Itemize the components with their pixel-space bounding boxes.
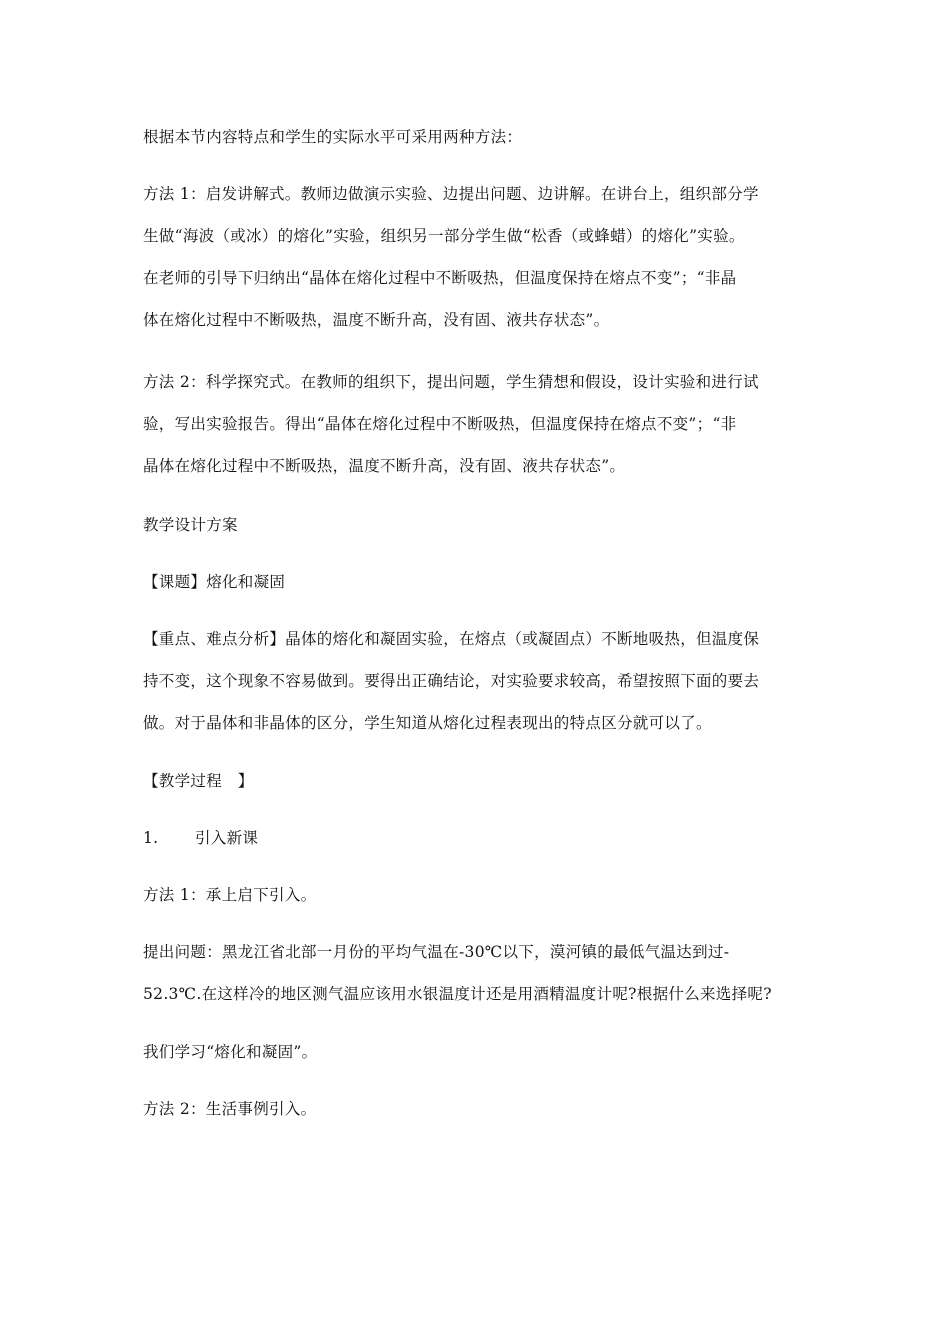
text-line: 提出问题：黑龙江省北部一月份的平均气温在-30℃以下，漠河镇的最低气温达到过- bbox=[143, 943, 730, 961]
text-line: 生做“海波（或冰）的熔化”实验，组织另一部分学生做“松香（或蜂蜡）的熔化”实验。 bbox=[143, 227, 745, 245]
text-line: 晶体在熔化过程中不断吸热，温度不断升高，没有固、液共存状态”。 bbox=[143, 457, 626, 475]
learn-paragraph bbox=[143, 1031, 813, 1073]
text-line: 验，写出实验报告。得出“晶体在熔化过程中不断吸热，但温度保持在熔点不变”；“非 bbox=[143, 415, 737, 433]
topic-heading bbox=[143, 561, 813, 603]
method2-paragraph bbox=[143, 361, 813, 487]
text-line: 教学设计方案 bbox=[143, 516, 238, 534]
step1-heading bbox=[143, 817, 813, 859]
text-line: 做。对于晶体和非晶体的区分，学生知道从熔化过程表现出的特点区分就可以了。 bbox=[143, 714, 712, 732]
design-title bbox=[143, 504, 813, 546]
step-label: 引入新课 bbox=[195, 829, 259, 847]
text-line: 我们学习“熔化和凝固”。 bbox=[143, 1043, 318, 1061]
text-line: 方法 1：启发讲解式。教师边做演示实验、边提出问题、边讲解。在讲台上，组织部分学 bbox=[143, 185, 759, 203]
text-line: 【教学过程 】 bbox=[143, 772, 254, 790]
text-line: 方法 2：科学探究式。在教师的组织下，提出问题，学生猜想和假设，设计实验和进行试 bbox=[143, 373, 759, 391]
process-heading bbox=[143, 760, 813, 802]
text-line: 【课题】熔化和凝固 bbox=[143, 573, 286, 591]
method1-paragraph bbox=[143, 173, 813, 341]
method-a-paragraph bbox=[143, 874, 813, 916]
method-b-paragraph bbox=[143, 1088, 813, 1130]
text-line: 持不变，这个现象不容易做到。要得出正确结论，对实验要求较高，希望按照下面的要去 bbox=[143, 672, 760, 690]
text-line: 在老师的引导下归纳出“晶体在熔化过程中不断吸热，但温度保持在熔点不变”；“非晶 bbox=[143, 269, 737, 287]
text-line: 52.3℃.在这样冷的地区测气温应该用水银温度计还是用酒精温度计呢?根据什么来选择呢? bbox=[143, 985, 772, 1003]
text-line: 方法 2：生活事例引入。 bbox=[143, 1100, 317, 1118]
question-paragraph bbox=[143, 931, 813, 1015]
text-line: 【重点、难点分析】晶体的熔化和凝固实验，在熔点（或凝固点）不断地吸热，但温度保 bbox=[143, 630, 760, 648]
intro-paragraph bbox=[143, 116, 813, 158]
step-number: 1. bbox=[143, 829, 159, 847]
analysis-paragraph bbox=[143, 618, 813, 744]
text-line: 方法 1：承上启下引入。 bbox=[143, 886, 317, 904]
text-line: 根据本节内容特点和学生的实际水平可采用两种方法： bbox=[143, 128, 523, 146]
text-line: 体在熔化过程中不断吸热，温度不断升高，没有固、液共存状态”。 bbox=[143, 311, 610, 329]
